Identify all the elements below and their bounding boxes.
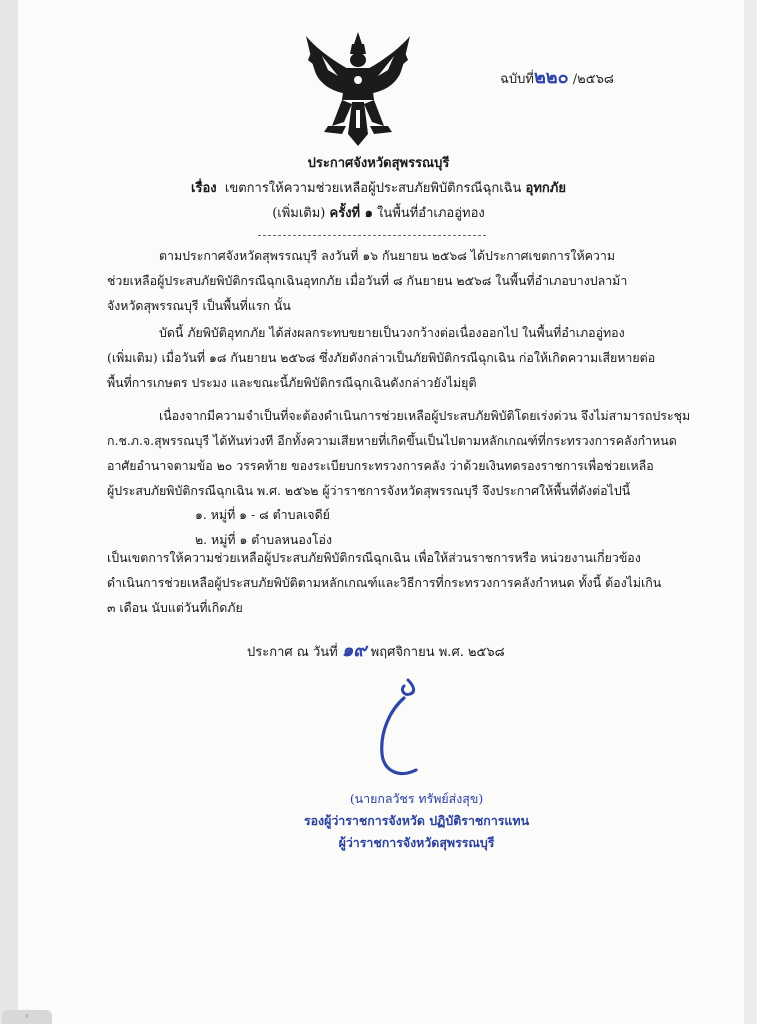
subject-additional: (เพิ่มเติม) xyxy=(272,206,326,221)
paragraph-line: ช่วยเหลือผู้ประสบภัยพิบัติกรณีฉุกเฉินอุทกภัย เมื่อวันที่ ๘ กันยายน ๒๕๖๘ ในพื้นที่อำเภอบางปลาม้า xyxy=(107,273,628,288)
paragraph-line: เป็นเขตการให้ความช่วยเหลือผู้ประสบภัยพิบัติกรณีฉุกเฉิน เพื่อให้ส่วนราชการหรือ หน่วยงานเกี่ยวข้อง xyxy=(107,550,641,565)
date-rest: พฤศจิกายน พ.ศ. ๒๕๖๘ xyxy=(370,645,505,660)
area-list-item: ๒. หมู่ที่ ๑ ตำบลหนองโอ่ง xyxy=(195,532,333,547)
back-button[interactable]: ‹ xyxy=(2,1010,52,1024)
paragraph-1 xyxy=(107,243,647,318)
paragraph-line: ดำเนินการช่วยเหลือผู้ประสบภัยพิบัติตามหลักเกณฑ์และวิธีการที่กระทรวงการคลังกำหนด ทั้งนี้ ต้องไม่เกิน xyxy=(107,575,662,590)
paragraph-line: พื้นที่การเกษตร ประมง และขณะนี้ภัยพิบัติกรณีฉุกเฉินดังกล่าวยังไม่ยุติ xyxy=(107,375,477,390)
date-prefix: ประกาศ ณ วันที่ xyxy=(247,645,338,660)
signatory-name: (นายกลวัชร ทรัพย์ส่งสุข) xyxy=(349,791,484,806)
paragraph-line: ผู้ประสบภัยพิบัติกรณีฉุกเฉิน พ.ศ. ๒๕๖๒ ผู้ว่าราชการจังหวัดสุพรรณบุรี จึงประกาศให้พื้นที่ดังต่อไปนี้ xyxy=(107,483,631,498)
paragraph-2 xyxy=(107,320,656,395)
paragraph-line: อาศัยอำนาจตามข้อ ๒๐ วรรคท้าย ของระเบียบกระทรวงการคลัง ว่าด้วยเงินทดรองราชการเพื่อช่วยเหลือ xyxy=(107,458,654,473)
paragraph-line: เนื่องจากมีความจำเป็นที่จะต้องดำเนินการช่วยเหลือผู้ประสบภัยพิบัติโดยเร่งด่วน จึงไม่สามารถประชุม xyxy=(159,408,691,423)
subject-line xyxy=(0,177,757,198)
subject-label: เรื่อง xyxy=(191,181,217,196)
paragraph-line: จังหวัดสุพรรณบุรี เป็นพื้นที่แรก นั้น xyxy=(107,298,291,313)
date-day-handwritten: ๑๙ xyxy=(341,640,367,661)
paragraph-line: ตามประกาศจังหวัดสุพรรณบุรี ลงวันที่ ๑๖ กันยายน ๒๕๖๘ ได้ประกาศเขตการให้ความ xyxy=(159,248,615,263)
subject-line-2 xyxy=(0,202,757,223)
paragraph-line: ก.ช.ภ.จ.สุพรรณบุรี ได้ทันท่วงที อีกทั้งความเสียหายที่เกิดขึ้นเป็นไปตามหลักเกณฑ์ที่กระทรวงการคลังกำหนด xyxy=(107,433,677,448)
subject-times: ครั้งที่ ๑ xyxy=(329,206,373,221)
announcement-date xyxy=(247,635,505,664)
subject-disaster: อุทกภัย xyxy=(525,181,566,196)
signatory-position: รองผู้ว่าราชการจังหวัด ปฏิบัติราชการแทน xyxy=(303,813,530,828)
subject-text: เขตการให้ความช่วยเหลือผู้ประสบภัยพิบัติกรณีฉุกเฉิน xyxy=(224,181,522,196)
title-divider xyxy=(258,235,486,236)
paragraph-3 xyxy=(107,403,691,503)
announcement-title: ประกาศจังหวัดสุพรรณบุรี xyxy=(307,156,450,171)
garuda-emblem-icon xyxy=(302,30,414,148)
paragraph-line: บัดนี้ ภัยพิบัติอุทกภัย ได้ส่งผลกระทบขยายเป็นวงกว้างต่อเนื่องออกไป ในพื้นที่อำเภออู่ทอง xyxy=(159,325,625,340)
paragraph-4 xyxy=(107,545,662,620)
signature-icon xyxy=(360,670,450,790)
signatory-position-2: ผู้ว่าราชการจังหวัดสุพรรณบุรี xyxy=(338,835,495,850)
issue-year: /๒๕๖๘ xyxy=(572,72,614,87)
area-list-item: ๑. หมู่ที่ ๑ - ๘ ตำบลเจดีย์ xyxy=(195,507,330,522)
paragraph-line: ๓ เดือน นับแต่วันที่เกิดภัย xyxy=(107,600,243,615)
subject-area: ในพื้นที่อำเภออู่ทอง xyxy=(377,206,485,221)
paragraph-line: (เพิ่มเติม) เมื่อวันที่ ๑๘ กันยายน ๒๕๖๘ ซึ่งภัยดังกล่าวเป็นภัยพิบัติกรณีฉุกเฉิน ก่อให้เกิดความเสียหายต่อ xyxy=(107,350,656,365)
issue-number xyxy=(500,62,614,91)
issue-prefix: ฉบับที่ xyxy=(500,72,534,87)
issue-number-handwritten: ๒๒๐ xyxy=(533,67,569,88)
